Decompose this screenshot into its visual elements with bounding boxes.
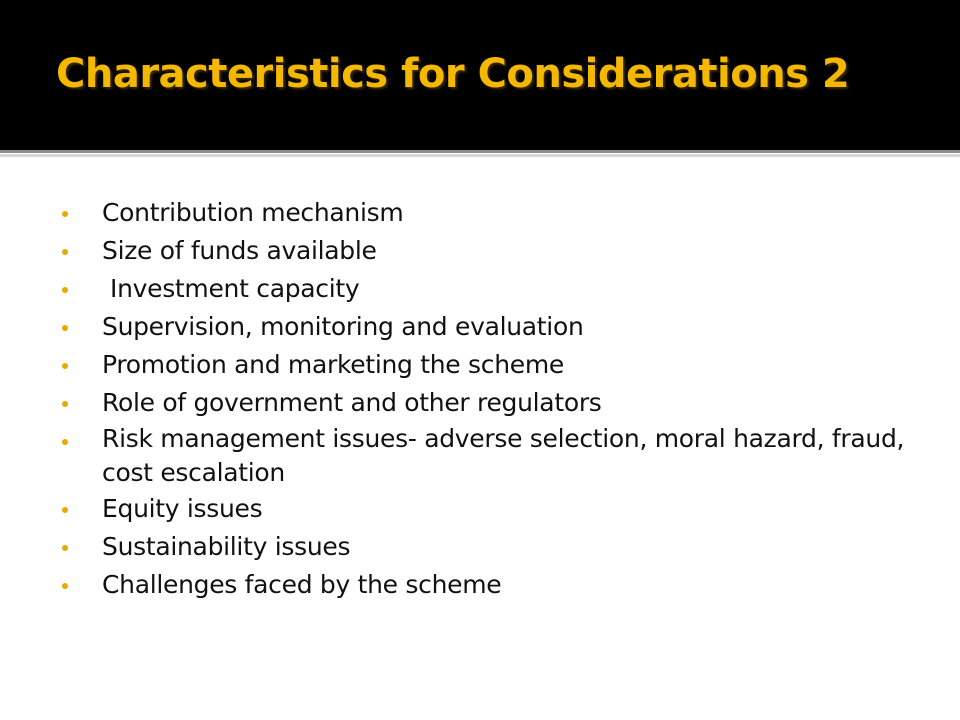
bullet-item: [62, 490, 922, 528]
bullet-item: [62, 270, 922, 308]
bullet-item: [62, 422, 922, 490]
bullet-text: Investment capacity: [110, 274, 360, 303]
bullet-item: [62, 346, 922, 384]
bullet-list: [62, 194, 922, 604]
title-divider-dark: [0, 150, 960, 153]
bullet-dot-icon: [62, 325, 68, 331]
bullet-dot-icon: [62, 583, 68, 589]
bullet-dot-icon: [62, 507, 68, 513]
bullet-item: [62, 232, 922, 270]
bullet-text: Promotion and marketing the scheme: [102, 350, 564, 379]
bullet-dot-icon: [62, 211, 68, 217]
bullet-dot-icon: [62, 545, 68, 551]
title-band: [0, 0, 960, 150]
bullet-item: [62, 528, 922, 566]
bullet-item: [62, 384, 922, 422]
bullet-item: [62, 566, 922, 604]
bullet-dot-icon: [62, 439, 68, 445]
bullet-item: [62, 194, 922, 232]
bullet-text: Sustainability issues: [102, 532, 351, 561]
title-divider-light: [0, 154, 960, 157]
bullet-text: Risk management issues- adverse selection, moral hazard, fraud, cost escalation: [102, 424, 905, 487]
bullet-text: Challenges faced by the scheme: [102, 570, 502, 599]
bullet-dot-icon: [62, 363, 68, 369]
bullet-dot-icon: [62, 249, 68, 255]
bullet-text: Role of government and other regulators: [102, 388, 602, 417]
bullet-item: [62, 308, 922, 346]
bullet-dot-icon: [62, 401, 68, 407]
bullet-text: Supervision, monitoring and evaluation: [102, 312, 584, 341]
bullet-dot-icon: [62, 287, 68, 293]
bullet-text: Contribution mechanism: [102, 198, 404, 227]
bullet-text: Size of funds available: [102, 236, 377, 265]
bullet-text: Equity issues: [102, 494, 263, 523]
slide-title: Characteristics for Considerations 2: [56, 51, 850, 97]
